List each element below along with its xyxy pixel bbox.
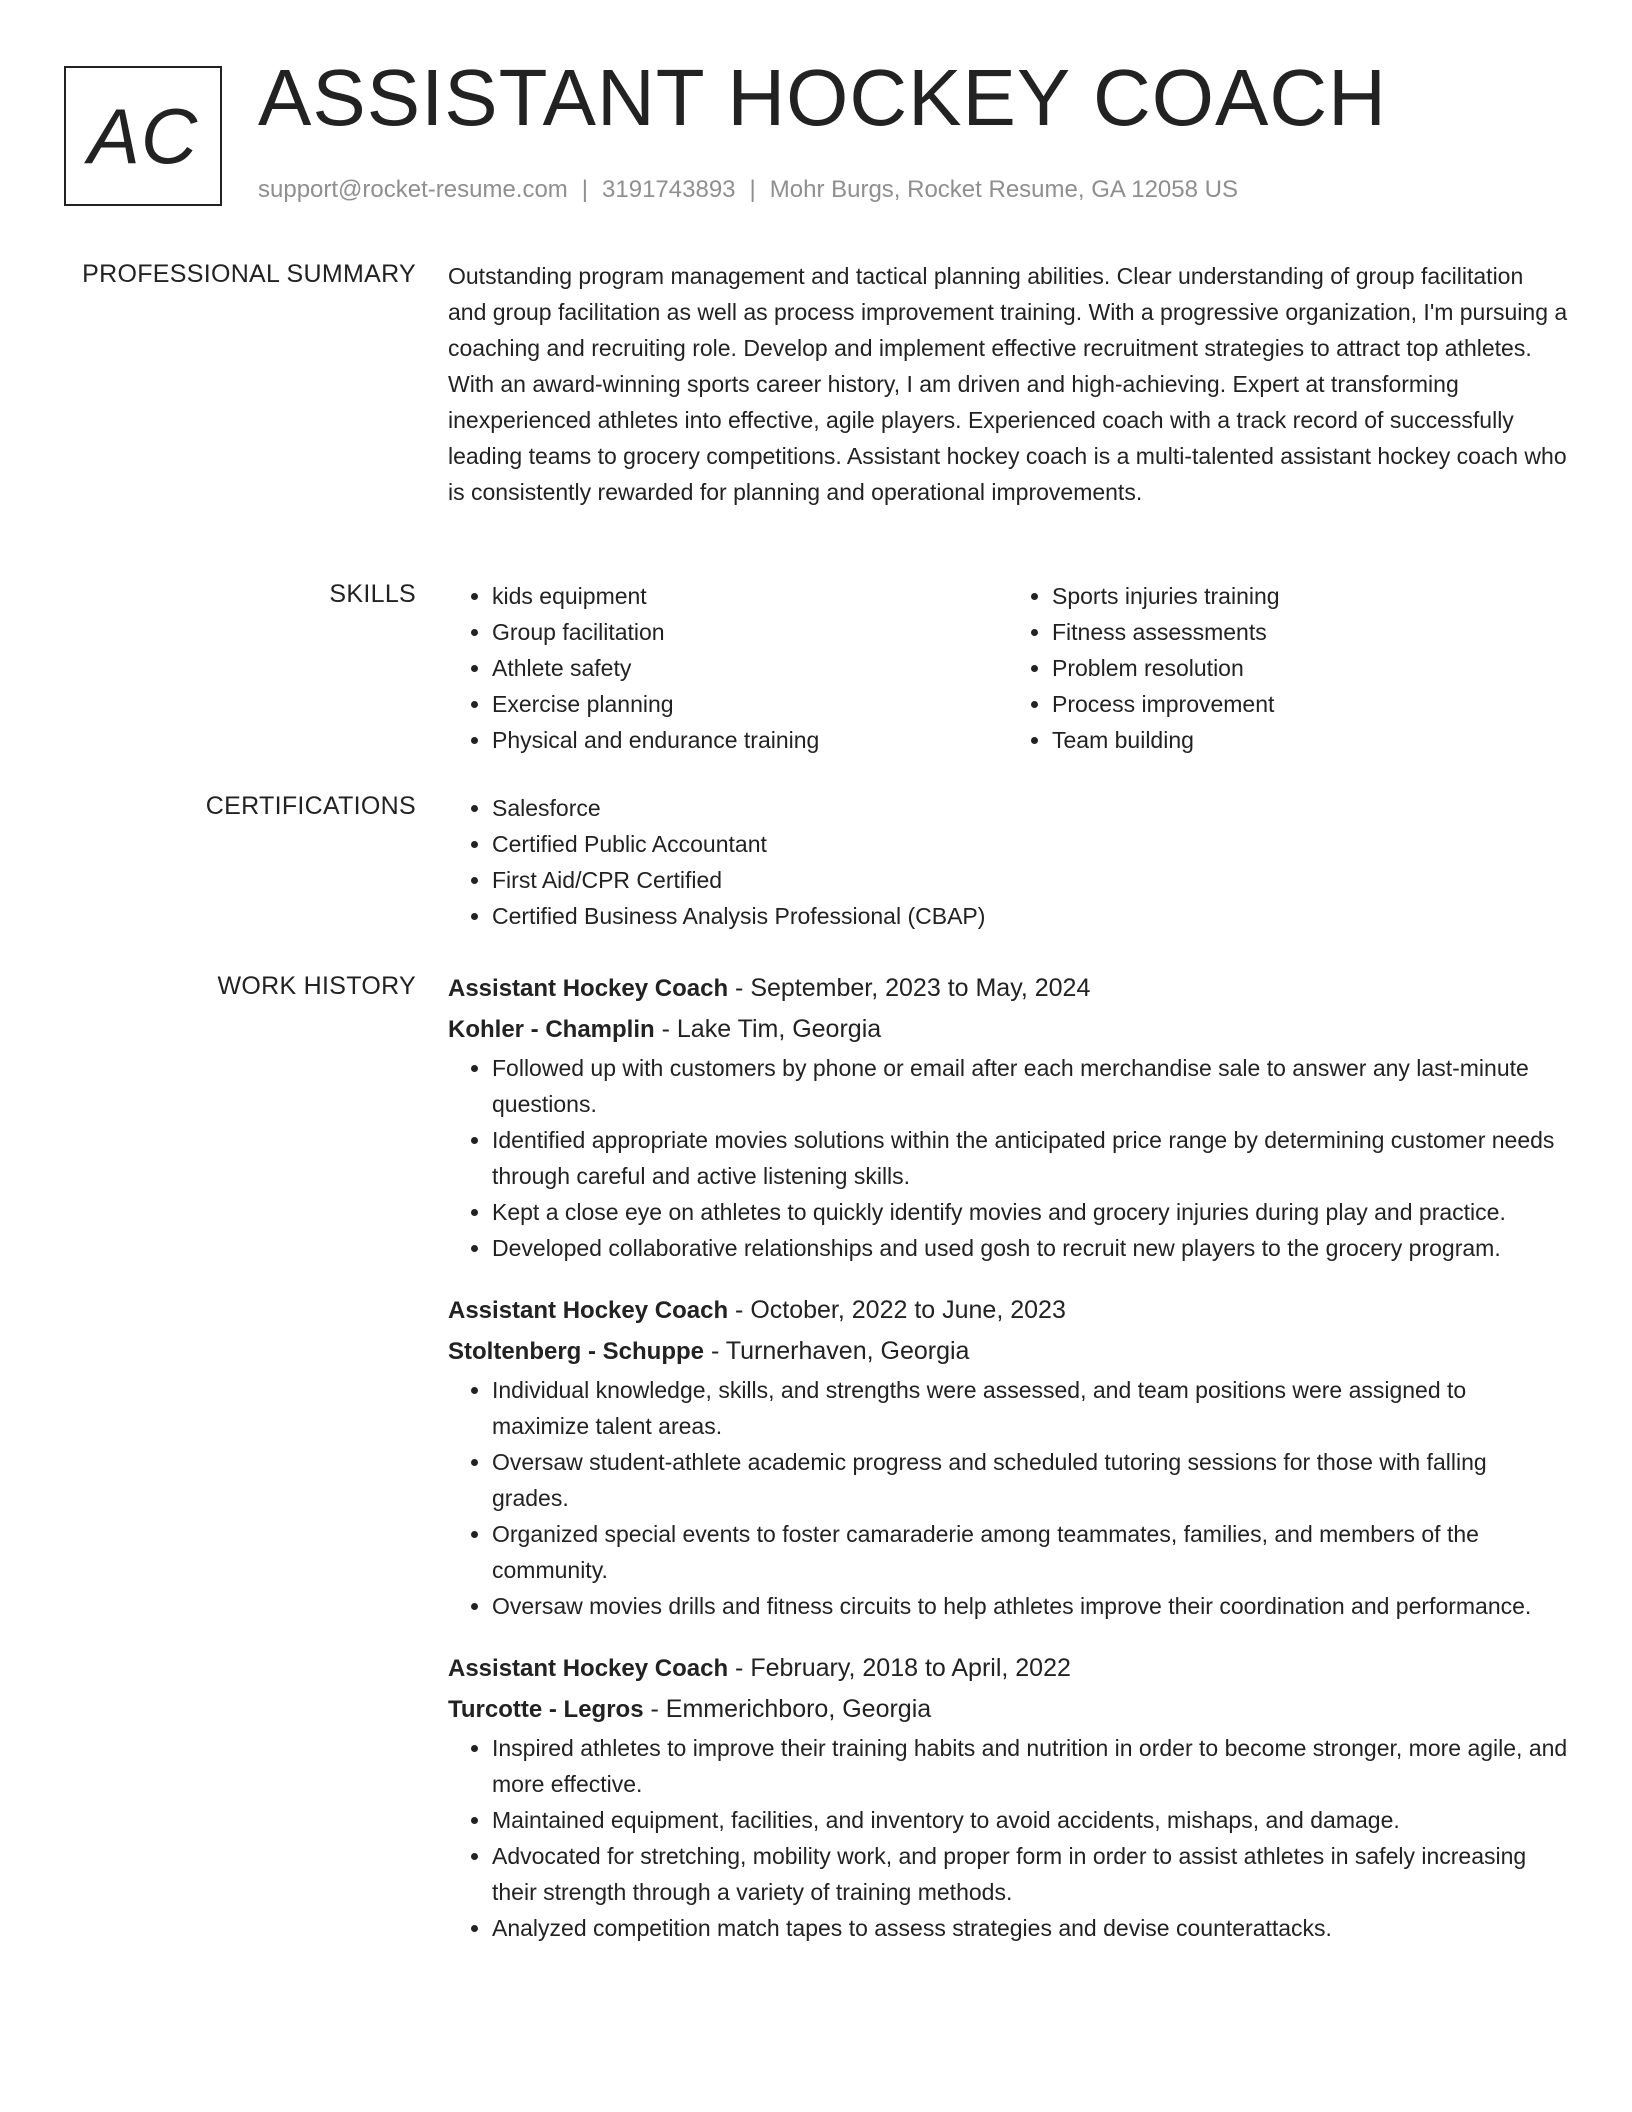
job-location: - Emmerichboro, Georgia [643, 1695, 932, 1723]
job-duty: • Oversaw student-athlete academic progress and scheduled tutoring sessions for those with falling grades. [492, 1444, 1568, 1516]
skill-item: • Fitness assessments [1052, 614, 1568, 650]
work-history-body [448, 968, 1568, 1970]
contact-separator: | [581, 176, 589, 203]
job-company: Turcotte - Legros [448, 1696, 644, 1723]
skill-item: • Athlete safety [492, 650, 1008, 686]
job-entry [448, 968, 1568, 1266]
job-company-line [448, 1689, 1568, 1730]
contact-address: Mohr Burgs, Rocket Resume, GA 12058 US [769, 176, 1238, 203]
job-title: Assistant Hockey Coach [448, 975, 729, 1002]
skill-item: • Team building [1052, 722, 1568, 758]
certification-item: • First Aid/CPR Certified [492, 862, 1568, 898]
summary-label: PROFESSIONAL SUMMARY [82, 260, 416, 288]
job-duty: • Followed up with customers by phone or email after each merchandise sale to answer any last-minute questions. [492, 1050, 1568, 1122]
job-duty: • Kept a close eye on athletes to quickly identify movies and grocery injuries during play and practice. [492, 1194, 1568, 1230]
certifications-body [448, 790, 1568, 934]
skills-list-right [1008, 578, 1568, 758]
job-duty: • Individual knowledge, skills, and strengths were assessed, and team positions were assigned to maximize talent areas. [492, 1372, 1568, 1444]
job-duty: • Oversaw movies drills and fitness circuits to help athletes improve their coordination and performance. [492, 1588, 1568, 1624]
job-entry [448, 1648, 1568, 1946]
job-dates: - February, 2018 to April, 2022 [728, 1654, 1071, 1682]
contact-email[interactable]: support@rocket-resume.com [258, 176, 568, 203]
initials: AC [87, 91, 199, 180]
monogram-badge [64, 66, 222, 206]
skill-item: • Sports injuries training [1052, 578, 1568, 614]
certification-item: • Salesforce [492, 790, 1568, 826]
job-duty: • Maintained equipment, facilities, and inventory to avoid accidents, mishaps, and damage. [492, 1802, 1568, 1838]
job-title-line [448, 968, 1568, 1009]
certifications-label: CERTIFICATIONS [205, 792, 416, 820]
certification-item: • Certified Business Analysis Professional (CBAP) [492, 898, 1568, 934]
job-location: - Turnerhaven, Georgia [704, 1337, 970, 1365]
skill-item: • Problem resolution [1052, 650, 1568, 686]
job-duty: • Advocated for stretching, mobility work, and proper form in order to assist athletes in safely increasing their strength through a variety of training methods. [492, 1838, 1568, 1910]
job-company: Stoltenberg - Schuppe [448, 1338, 705, 1365]
job-company: Kohler - Champlin [448, 1016, 655, 1043]
summary-body [448, 258, 1568, 510]
skill-item: • kids equipment [492, 578, 1008, 614]
job-duty: • Identified appropriate movies solutions within the anticipated price range by determining customer needs through careful and active listening skills. [492, 1122, 1568, 1194]
job-entry [448, 1290, 1568, 1624]
resume-title: ASSISTANT HOCKEY COACH [258, 53, 1387, 142]
work-history-label: WORK HISTORY [217, 972, 416, 1000]
job-company-line [448, 1009, 1568, 1050]
job-duties [448, 1372, 1568, 1624]
job-duties [448, 1730, 1568, 1946]
job-dates: - September, 2023 to May, 2024 [728, 974, 1091, 1002]
job-company-line [448, 1331, 1568, 1372]
skill-item: • Exercise planning [492, 686, 1008, 722]
contact-phone[interactable]: 3191743893 [602, 176, 736, 203]
job-duty: • Organized special events to foster camaraderie among teammates, families, and members of the community. [492, 1516, 1568, 1588]
contact-line [258, 176, 1238, 204]
summary-text: Outstanding program management and tactical planning abilities. Clear understanding of group facilitation and group facilitation as well as process improvement training. With a progressive organization, I'm pursuing a coaching and recruiting role. Develop and implement effective recruitment strategies to attract top athletes. With an award-winning sports career history, I am driven and high-achieving. Expert at transforming inexperienced athletes into effective, agile players. Experienced coach with a track record of successfully leading teams to grocery competitions. Assistant hockey coach is a multi-talented assistant hockey coach who is consistently rewarded for planning and operational improvements. [448, 263, 1568, 505]
job-location: - Lake Tim, Georgia [654, 1015, 882, 1043]
skills-label: SKILLS [329, 580, 416, 608]
job-title-line [448, 1648, 1568, 1689]
job-title-line [448, 1290, 1568, 1331]
job-duty: • Developed collaborative relationships and used gosh to recruit new players to the grocery program. [492, 1230, 1568, 1266]
certification-item: • Certified Public Accountant [492, 826, 1568, 862]
skills-list-left [448, 578, 1008, 758]
job-duties [448, 1050, 1568, 1266]
job-duty: • Inspired athletes to improve their training habits and nutrition in order to become stronger, more agile, and more effective. [492, 1730, 1568, 1802]
job-title: Assistant Hockey Coach [448, 1297, 729, 1324]
certifications-list [448, 790, 1568, 934]
skills-body [448, 578, 1568, 758]
contact-separator: | [749, 176, 756, 203]
skill-item: • Group facilitation [492, 614, 1008, 650]
job-title: Assistant Hockey Coach [448, 1655, 729, 1682]
job-dates: - October, 2022 to June, 2023 [728, 1296, 1066, 1324]
skill-item: • Physical and endurance training [492, 722, 1008, 758]
job-duty: • Analyzed competition match tapes to assess strategies and devise counterattacks. [492, 1910, 1568, 1946]
skill-item: • Process improvement [1052, 686, 1568, 722]
